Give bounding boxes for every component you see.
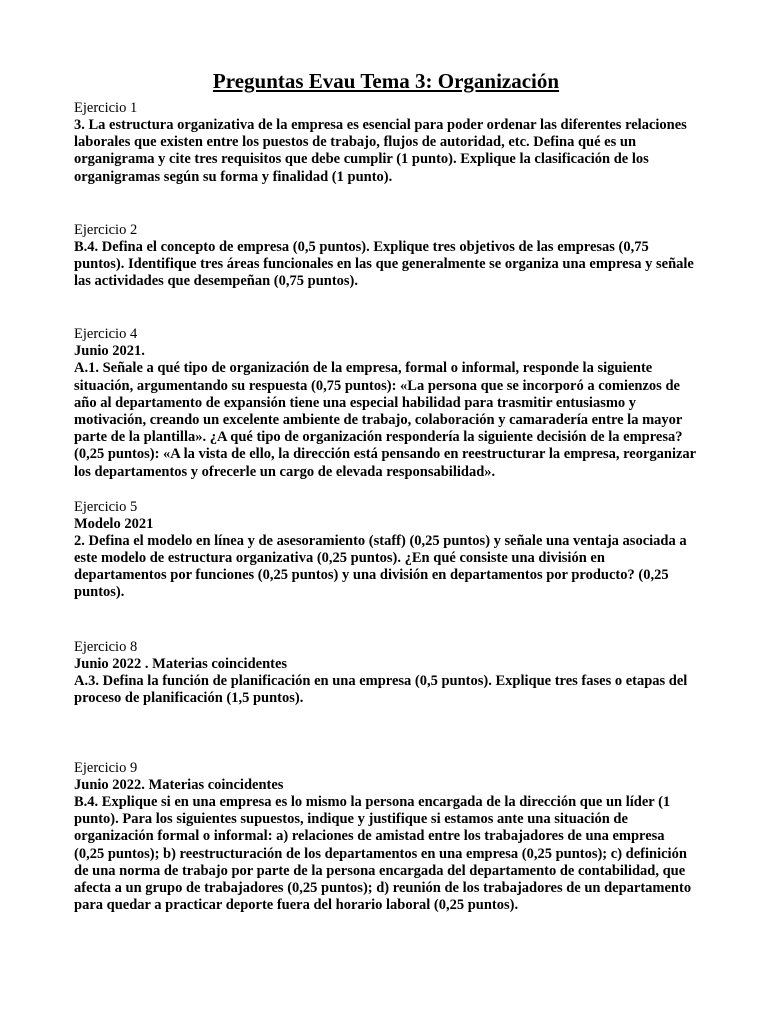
exercise-9: [74, 760, 698, 914]
exercise-4: [74, 326, 698, 480]
spacer: [74, 602, 698, 639]
exercise-label: Ejercicio 8: [74, 638, 138, 655]
exercise-body: 2. Defina el modelo en línea y de asesoramiento (staff) (0,25 puntos) y señale una ventaja asociada a este modelo de estructura organizativa (0,25 puntos). ¿En qué consiste una división en departamentos por funciones (0,25 puntos) y una división en departamentos por producto? (0,25 puntos).: [74, 532, 687, 601]
spacer: [74, 186, 698, 222]
exercise-session: Junio 2022 . Materias coincidentes: [74, 655, 288, 672]
exercise-1: [74, 100, 698, 186]
exercise-label: Ejercicio 5: [74, 498, 138, 515]
document-page: [74, 68, 698, 914]
exercise-body: A.3. Defina la función de planificación en una empresa (0,5 puntos). Explique tres fases o etapas del proceso de planificación (1,5 puntos).: [74, 672, 688, 706]
exercise-5: [74, 499, 698, 602]
exercise-body: B.4. Explique si en una empresa es lo mismo la persona encargada de la dirección que un líder (1 punto). Para los siguientes supuestos, indique y justifique si estamos ante una situación de organización formal o informal: a) relaciones de amistad entre los trabajadores de una empresa (0,25 puntos); b) reestructuración de los departamentos en una empresa (0,25 puntos); c) definición de una norma de trabajo por parte de la persona encargada del departamento de contabilidad, que afecta a un grupo de trabajadores (0,25 puntos); d) reunión de los trabajadores de un departamento para quedar a practicar deporte fuera del horario laboral (0,25 puntos).: [74, 794, 692, 914]
exercise-8: [74, 639, 698, 707]
exercise-label: Ejercicio 2: [74, 221, 138, 238]
spacer: [74, 481, 698, 499]
exercise-label: Ejercicio 4: [74, 326, 138, 343]
spacer: [74, 707, 698, 760]
exercise-body: A.1. Señale a qué tipo de organización de la empresa, formal o informal, responde la siguiente situación, argumentando su respuesta (0,75 puntos): «La persona que se incorporó a comienzos de año al departamento de expansión tiene una especial habilidad para trasmitir entusiasmo y motivación, creando un excelente ambiente de trabajo, colaboración y camaradería entre la mayor parte de la plantilla». ¿A qué tipo de organización respondería la siguiente decisión de la empresa? (0,25 puntos): «A la vista de ello, la dirección está pensando en reestructurar la empresa, reorganizar los departamentos y ofrecerle un cargo de elevada responsabilidad».: [74, 360, 696, 480]
exercise-label: Ejercicio 1: [74, 100, 138, 116]
exercise-body: 3. La estructura organizativa de la empresa es esencial para poder ordenar las diferentes relaciones laborales que existen entre los puestos de trabajo, flujos de autoridad, etc. Defina qué es un organigrama y cite tres requisitos que debe cumplir (1 punto). Explique la clasificación de los organigramas según su forma y finalidad (1 punto).: [74, 117, 687, 185]
exercise-label: Ejercicio 9: [74, 760, 138, 777]
exercise-body: B.4. Defina el concepto de empresa (0,5 puntos). Explique tres objetivos de las empresas (0,75 puntos). Identifique tres áreas funcionales en las que generalmente se organiza una empresa y señale las actividades que desempeñan (0,75 puntos).: [74, 238, 694, 290]
exercise-2: [74, 222, 698, 291]
exercise-session: Modelo 2021: [74, 515, 154, 532]
exercise-session: Junio 2021.: [74, 343, 145, 360]
exercise-session: Junio 2022. Materias coincidentes: [74, 777, 284, 794]
page-title: Preguntas Evau Tema 3: Organización: [212, 69, 560, 93]
spacer: [74, 290, 698, 326]
